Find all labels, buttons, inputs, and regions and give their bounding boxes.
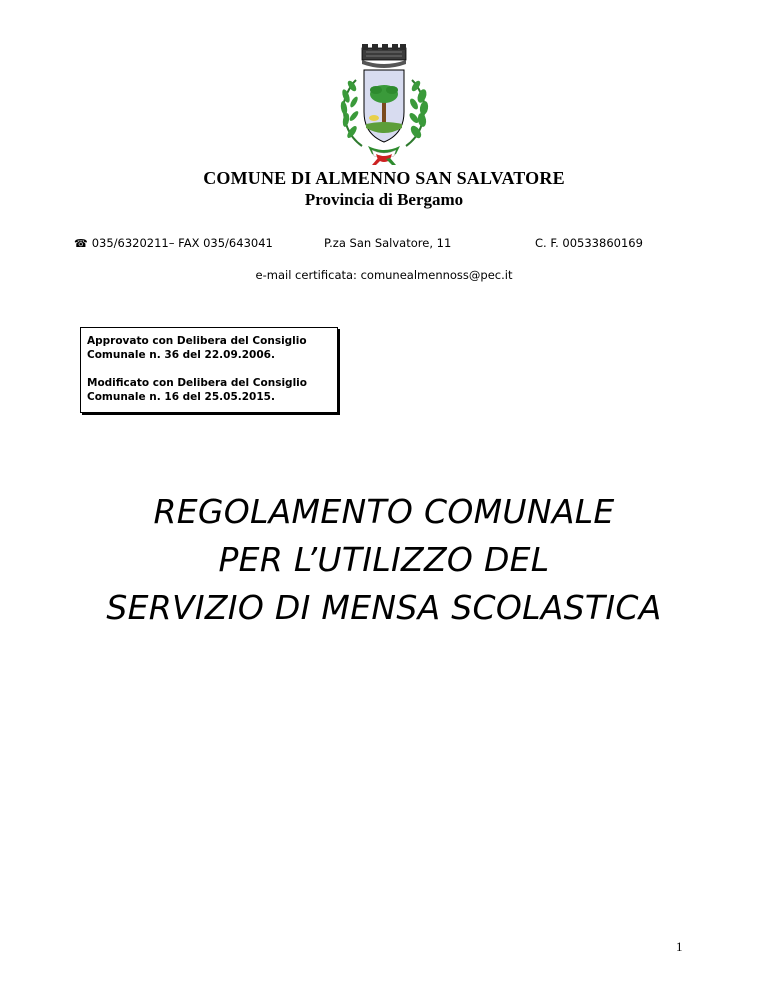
laurel-branch-icon [340,79,362,146]
ribbon-icon [368,146,400,165]
address: P.za San Salvatore, 11 [324,236,452,250]
approval-line-2: Comunale n. 36 del 22.09.2006. [87,349,275,361]
title-line-1: REGOLAMENTO COMUNALE [153,492,615,531]
certified-email: e-mail certificata: comunealmennoss@pec.it [255,268,513,282]
oak-branch-icon [406,79,429,146]
modification-line-1: Modificato con Delibera del Consiglio [87,377,307,389]
municipality-name: COMUNE DI ALMENNO SAN SALVATORE [203,168,565,188]
title-line-3: SERVIZIO DI MENSA SCOLASTICA [106,588,662,627]
municipal-coat-of-arms [322,42,446,166]
province-name: Provincia di Bergamo [304,190,464,209]
crown-icon [362,44,406,68]
coat-of-arms-icon [322,42,446,166]
modification-note [87,376,337,404]
title-line-2: PER L’UTILIZZO DEL [218,540,550,579]
page-number: 1 [676,939,683,954]
approval-line-1: Approvato con Delibera del Consiglio [87,335,307,347]
approval-box [80,327,338,413]
phone-fax [74,236,273,250]
shield-icon [364,70,404,142]
approval-note [87,334,337,362]
phone-fax-text: 035/6320211– FAX 035/643041 [91,236,273,250]
tax-code: C. F. 00533860169 [535,236,643,250]
document-title [0,488,768,632]
modification-line-2: Comunale n. 16 del 25.05.2015. [87,391,275,403]
telephone-icon: ☎ [74,237,88,250]
